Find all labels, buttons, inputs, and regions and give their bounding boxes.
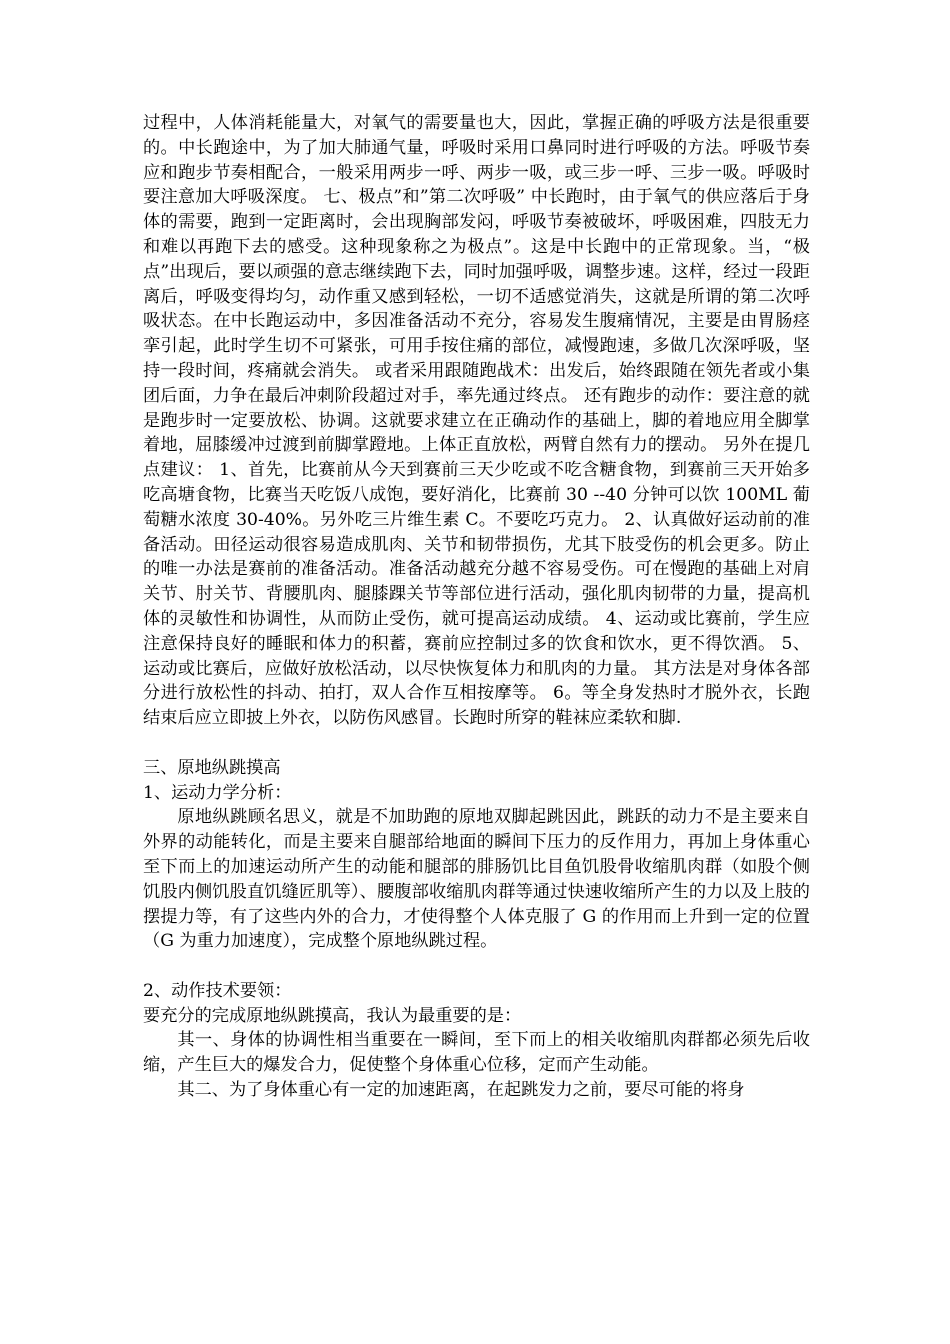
paragraph-mechanics-analysis: 原地纵跳顾名思义，就是不加助跑的原地双脚起跳因此，跳跃的动力不是主要来自外界的动能转化，而是主要来自腿部给地面的瞬间下压力的反作用力，再加上身体重心至下而上的加速运动所产生的动能和腿部的腓肠饥比目鱼饥股骨收缩肌肉群（如股个侧饥股内侧饥股直饥缝匠肌等）、腰腹部收缩肌肉群等通过快速收缩所产生的力以及上肢的摆提力等，有了这些内外的合力，才使得整个人体克服了 G 的作用而上升到一定的位置（G 为重力加速度），完成整个原地纵跳过程。 [143, 807, 810, 952]
spacer [143, 731, 810, 756]
paragraph-technique-intro: 要充分的完成原地纵跳摸高，我认为最重要的是： [143, 1005, 522, 1026]
paragraph-point-two: 其二、为了身体重心有一定的加速距离，在起跳发力之前，要尽可能的将身 [177, 1080, 745, 1101]
paragraph-running-tips: 过程中，人体消耗能量大，对氧气的需要量也大，因此，掌握正确的呼吸方法是很重要的。中长跑途中，为了加大肺通气量，呼吸时采用口鼻同时进行呼吸的方法。呼吸节奏应和跑步节奏相配合，一般采用两步一呼、两步一吸，或三步一呼、三步一吸。呼吸时要注意加大呼吸深度。 七、极点”和”第二次呼吸” 中长跑时，由于氧气的供应落后于身体的需要，跑到一定距离时，会出现胸部发闷，呼吸节奏被破坏，呼吸困难，四肢无力和难以再跑下去的感受。这种现象称之为极点”。这是中长跑中的正常现象。当，“极点”出现后，要以顽强的意志继续跑下去，同时加强呼吸，调整步速。这样，经过一段距离后，呼吸变得均匀，动作重又感到轻松，一切不适感觉消失，这就是所谓的第二次呼吸状态。在中长跑运动中，多因准备活动不充分，容易发生腹痛情况，主要是由胃肠痉挛引起，此时学生切不可紧张，可用手按住痛的部位，减慢跑速，多做几次深呼吸，坚持一段时间，疼痛就会消失。 或者采用跟随跑战术：出发后，始终跟随在领先者或小集团后面，力争在最后冲刺阶段超过对手，率先通过终点。 还有跑步的动作：要注意的就是跑步时一定要放松、协调。这就要求建立在正确动作的基础上，脚的着地应用全脚掌着地，屈膝缓冲过渡到前脚掌蹬地。上体正直放松，两臂自然有力的摆动。 另外在提几点建议： 1、首先，比赛前从今天到赛前三天少吃或不吃含糖食物，到赛前三天开始多吃高塘食物，比赛当天吃饭八成饱，要好消化，比赛前 30 --40 分钟可以饮 100ML 葡萄糖水浓度 30-40%。另外吃三片维生素 C。不要吃巧克力。 2、认真做好运动前的准备活动。田径运动很容易造成肌肉、关节和韧带损伤，尤其下肢受伤的机会更多。防止的唯一办法是赛前的准备活动。准备活动越充分越不容易受伤。可在慢跑的基础上对肩关节、肘关节、背腰肌肉、腿膝踝关节等部位进行活动，强化肌肉韧带的力量，提高机体的灵敏性和协调性，从而防止受伤，就可提高运动成绩。 4、运动或比赛前，学生应注意保持良好的睡眠和体力的积蓄，赛前应控制过多的饮食和饮水，更不得饮酒。 5、运动或比赛后，应做好放松活动，以尽快恢复体力和肌肉的力量。 其方法是对身体各部分进行放松性的抖动、拍打，双人合作互相按摩等。 6。等全身发热时才脱外衣，长跑结束后应立即披上外衣，以防伤风感冒。长跑时所穿的鞋袜应柔软和脚. [143, 113, 810, 729]
subsection-title-technique: 2、动作技术要领： [143, 980, 292, 1001]
paragraph-point-one: 其一、身体的协调性相当重要在一瞬间，至下而上的相关收缩肌肉群都必须先后收缩，产生巨大的爆发合力，促使整个身体重心位移，定而产生动能。 [143, 1030, 810, 1076]
subsection-title-mechanics: 1、运动力学分析： [143, 782, 292, 803]
spacer [143, 954, 810, 979]
section-title-vertical-jump: 三、原地纵跳摸高 [143, 757, 281, 778]
